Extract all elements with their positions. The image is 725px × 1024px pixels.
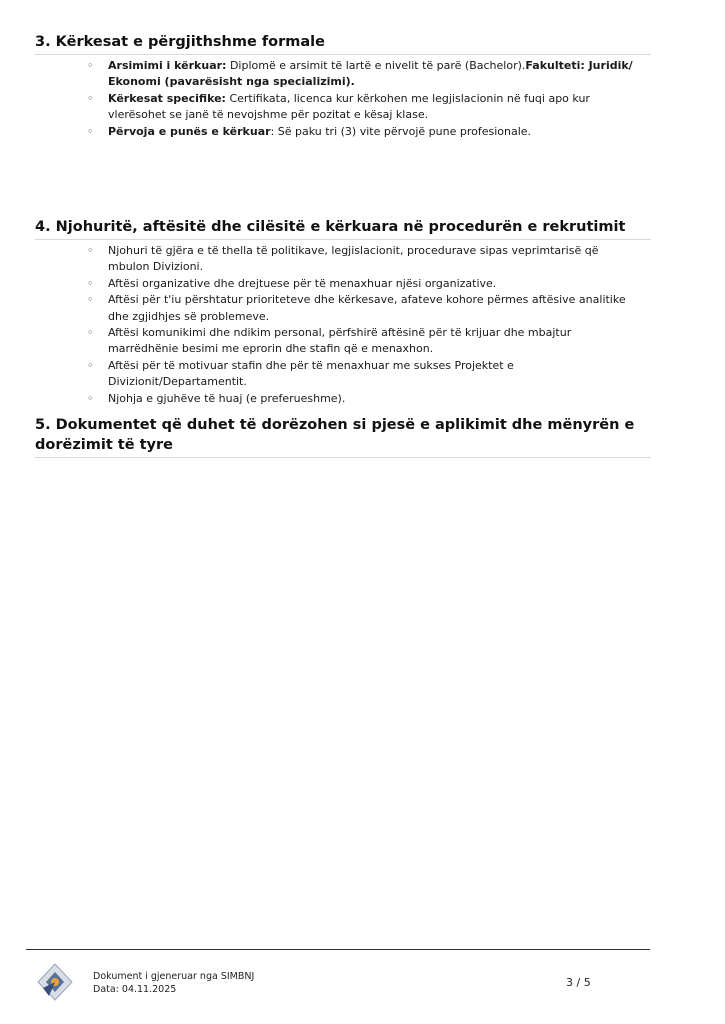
section-3: [35, 33, 651, 140]
list-item: ◦ Aftësi për të motivuar stafin dhe për të menaxhuar me sukses Projektet e Divizionit/Departamentit.: [108, 358, 643, 391]
section-heading: 5. Dokumentet që duhet të dorëzohen si pjesë e aplikimit dhe mënyrën e dorëzimit të tyre: [35, 415, 651, 458]
footer-divider: [26, 949, 650, 950]
list-item: ◦ Përvoja e punës e kërkuar: Së paku tri (3) vite përvojë pune profesionale.: [108, 124, 643, 140]
section-heading: 3. Kërkesat e përgjithshme formale: [35, 33, 651, 55]
requirements-list: [35, 58, 643, 140]
section-4: [35, 218, 651, 407]
list-item: ◦ Njohuri të gjëra e të thella të politikave, legjislacionit, procedurave sipas veprimtarisë që mbulon Divizioni.: [108, 243, 643, 276]
section-5: [35, 415, 651, 458]
page-number: 3 / 5: [566, 976, 591, 989]
section-heading: 4. Njohuritë, aftësitë dhe cilësitë e kërkuara në procedurën e rekrutimit: [35, 218, 651, 240]
skills-list: [35, 243, 643, 407]
list-item: ◦ Arsimimi i kërkuar: Diplomë e arsimit të lartë e nivelit të parë (Bachelor).Fakulteti: Juridik/ Ekonomi (pavarësisht nga specializimi).: [108, 58, 643, 91]
list-item: ◦ Kërkesat specifike: Certifikata, licenca kur kërkohen me legjislacionin në fuqi apo kur vlerësohet se janë të nevojshme për pozitat e kësaj klase.: [108, 91, 643, 124]
list-item: ◦ Aftësi komunikimi dhe ndikim personal, përfshirë aftësinë për të krijuar dhe mbajtur marrëdhënie besimi me eprorin dhe stafin që e menaxhon.: [108, 325, 643, 358]
generated-by: Dokument i gjeneruar nga SIMBNJ: [93, 971, 255, 982]
list-item: ◦ Aftësi organizative dhe drejtuese për të menaxhuar njësi organizative.: [108, 276, 643, 292]
generated-date: Data: 04.11.2025: [93, 984, 177, 995]
list-item: ◦ Aftësi për t'iu përshtatur prioriteteve dhe kërkesave, afateve kohore përmes aftësive analitike dhe zgjidhjes së problemeve.: [108, 292, 643, 325]
simbnj-logo-icon: [36, 962, 74, 1002]
list-item: ◦ Njohja e gjuhëve të huaj (e preferueshme).: [108, 391, 643, 407]
footer-info: [93, 970, 254, 996]
